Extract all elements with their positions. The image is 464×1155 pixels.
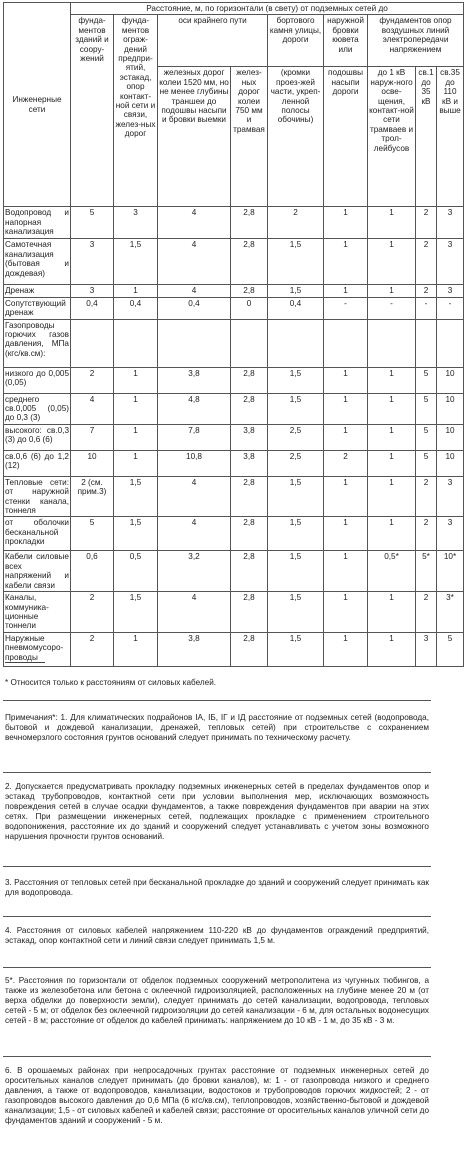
table-cell: 1,5 (114, 517, 158, 551)
table-row (4, 450, 464, 476)
table-cell: - (368, 297, 416, 319)
table-cell: 7 (71, 424, 114, 450)
table-cell: 2,5 (268, 450, 324, 476)
table-cell: 1,5 (268, 393, 324, 424)
row-label: Сопутствующий дренаж (4, 297, 71, 319)
table-cell: 3 (437, 517, 464, 551)
header-col-curb: бортового камня улицы, дороги (268, 15, 324, 67)
table-cell: 5 (416, 450, 437, 476)
header-col-35kv: св.1 до 35 кВ (416, 67, 437, 207)
table-cell: 10* (437, 551, 464, 592)
header-col-rail750: желез-ных дорог колеи 750 мм и трамвая (231, 67, 268, 207)
table-cell: 3 (71, 285, 114, 297)
divider (3, 1056, 431, 1057)
header-top: Расстояние, м, по горизонтали (в свету) от подземных сетей до (71, 3, 464, 15)
table-cell (114, 319, 158, 367)
table-cell: 4 (158, 207, 231, 239)
table-cell: 5 (71, 207, 114, 239)
table-cell: 1,5 (268, 239, 324, 285)
table-cell: 1 (324, 632, 368, 666)
table-cell: 1,5 (268, 367, 324, 393)
table-cell: 3 (437, 476, 464, 517)
table-cell: 5 (416, 367, 437, 393)
table-cell: 5 (437, 632, 464, 666)
table-cell: 3,8 (158, 367, 231, 393)
header-col-curb-sub: (кромки проез-жей части, укреп-ленной полосы обочины) (268, 67, 324, 207)
table-cell (268, 319, 324, 367)
table-cell: 1,5 (114, 476, 158, 517)
table-cell: 2 (416, 476, 437, 517)
table-cell: 1 (368, 592, 416, 633)
table-cell: 3,2 (158, 551, 231, 592)
footnote: * Относится только к расстояниям от силовых кабелей. (5, 678, 217, 687)
table-row (4, 424, 464, 450)
table-cell: 2,8 (231, 517, 268, 551)
row-label: Самотечная канализация (бытовая и дождевая) (4, 239, 71, 285)
table-cell: 4 (158, 239, 231, 285)
table-cell: 4,8 (158, 393, 231, 424)
footnote-rule (5, 662, 45, 663)
table-cell: 2,8 (231, 632, 268, 666)
table-cell: 2 (416, 285, 437, 297)
row-label: Кабели силовые всех напряжений и кабели связи (5, 552, 69, 590)
table-cell: 1 (368, 476, 416, 517)
table-row (4, 517, 464, 551)
header-col-ditch: наружной бровки кювета или (324, 15, 368, 67)
table-cell: 2,8 (231, 551, 268, 592)
table-row (4, 297, 464, 319)
table-cell (368, 319, 416, 367)
row-label: среднего св.0,005 (0,05) до 0,3 (3) (5, 394, 69, 423)
table-cell: 1 (114, 632, 158, 666)
row-label: от оболочки бесканальной прокладки (4, 517, 71, 551)
table-cell (231, 319, 268, 367)
table-cell: 2 (см. прим.3) (71, 476, 114, 517)
table-cell: 0,4 (268, 297, 324, 319)
header-col-fences: фунда-ментов ограж-дений предпри-ятий, эстакад, опор контакт-ной сети и связи, желез-ных дорог (114, 15, 158, 207)
table-row (4, 367, 464, 393)
divider (3, 866, 431, 867)
row-label: высокого: св.0,3 (3) до 0,6 (6) (4, 424, 71, 450)
table-cell: 2 (71, 592, 114, 633)
table-cell: 0,4 (71, 297, 114, 319)
table-cell: 1,5 (268, 592, 324, 633)
header-col-110kv: св.35 до 110 кВ и выше (437, 67, 464, 207)
header-col-rail1520: железных дорог колеи 1520 мм, но не менее глубины траншеи до подошвы насыпи и бровки выемки (158, 67, 231, 207)
table-cell: 3 (437, 207, 464, 239)
table-cell: 1 (324, 367, 368, 393)
table-cell: 1 (114, 450, 158, 476)
table-cell: 1 (324, 239, 368, 285)
table-cell: 1,5 (268, 632, 324, 666)
divider (3, 772, 431, 773)
table-cell: 10 (437, 450, 464, 476)
table-cell: 2 (416, 207, 437, 239)
header-col-ditch-sub: подошвы насыпи дороги (324, 67, 368, 207)
table-cell: 1 (114, 285, 158, 297)
table-cell: 2 (268, 207, 324, 239)
table-cell: 2 (416, 592, 437, 633)
table-cell: 1 (114, 393, 158, 424)
table-cell: 2 (416, 239, 437, 285)
table-row (4, 476, 464, 517)
table-cell: 2 (71, 367, 114, 393)
table-row (4, 393, 464, 424)
table-cell: 2 (324, 450, 368, 476)
table-cell: 1 (324, 551, 368, 592)
table-cell: 2 (416, 517, 437, 551)
divider (3, 967, 431, 968)
note-6: 6. В орошаемых районах при непросадочных грунтах расстояние от подземных инженерных сетей до оросительных каналов следует принимать (до бровки каналов), м: 1 - от газопровода низкого и среднего давления, а также от водопроводов, канализации, водостоков и трубопроводов горючих жидкостей; 2 - от газопроводов высокого давления до 0,6 МПа (6 кгс/кв.см), теплопроводов, хозяйственно-бытовой и дождевой канализации; 1,5 - от силовых кабелей и кабелей связи; расстояние от оросительных каналов уличной сети до фундаментов зданий и сооружений - 5 м. (5, 1066, 429, 1125)
table-cell: - (437, 297, 464, 319)
header-first-col: Инженерные сети (4, 3, 71, 207)
table-cell: 1 (324, 517, 368, 551)
table-cell: 4 (71, 393, 114, 424)
table-cell: 1 (368, 517, 416, 551)
table-cell: 1 (114, 367, 158, 393)
table-cell: 3 (114, 207, 158, 239)
table-cell: 1,5 (268, 517, 324, 551)
note-1: Примечания*: 1. Для климатических подрайонов IА, IБ, IГ и IД расстояние от подземных сетей (водопровода, бытовой и дождевой канализации, дренажей, тепловых сетей) при строительстве с сохранением вечномерзлого состояния грунтов оснований следует принимать по техническому расчету. (5, 713, 429, 742)
table-cell: 1 (368, 393, 416, 424)
table-cell: 4 (158, 592, 231, 633)
table-cell (416, 319, 437, 367)
table-cell: 0,6 (71, 551, 114, 592)
table-cell: 3* (437, 592, 464, 633)
table-cell (158, 319, 231, 367)
table-cell (437, 319, 464, 367)
table-cell: 2,5 (268, 424, 324, 450)
distance-table (3, 2, 464, 667)
table-cell: 1 (324, 424, 368, 450)
table-cell: 1,5 (114, 239, 158, 285)
table-cell: 5 (416, 424, 437, 450)
note-5: 5*. Расстояния по горизонтали от обделок подземных сооружений метрополитена из чугунных тюбингов, а также из железобетона или бетона с оклеечной гидроизоляцией, расположенных на глубине менее 20 м (от верха обделки до поверхности земли), следует принимать до сетей канализации, водопровода, тепловых сетей - 5 м; от обделок без оклеечной гидроизоляции до сетей канализации - 6 м, для остальных водонесущих сетей - 8 м; расстояние от обделок до кабелей принимать: напряжением до 10 кВ - 1 м, до 35 кВ - 3 м. (5, 976, 429, 1025)
table-cell: 1,5 (114, 592, 158, 633)
table-cell: 3 (437, 239, 464, 285)
table-cell: - (324, 297, 368, 319)
table-cell: 2 (71, 632, 114, 666)
table-cell: 5 (71, 517, 114, 551)
table-cell: 1 (368, 285, 416, 297)
table-cell: 1 (368, 367, 416, 393)
note-4: 4. Расстояния от силовых кабелей напряжением 110-220 кВ до фундаментов ограждений предприятий, эстакад, опор контактной сети и линий связи следует принимать 1,5 м. (5, 926, 429, 945)
table-cell: 1 (324, 476, 368, 517)
table-cell: 2,8 (231, 592, 268, 633)
table-cell: 10 (437, 393, 464, 424)
table-cell: 1 (324, 285, 368, 297)
row-label: Тепловые сети: от наружной стенки канала, тоннеля (5, 477, 69, 516)
table-cell: - (416, 297, 437, 319)
table-cell: 3,8 (231, 450, 268, 476)
table-cell: 1,5 (268, 551, 324, 592)
table-cell: 2,8 (231, 207, 268, 239)
row-label: низкого до 0,005 (0,05) (4, 367, 71, 393)
row-label: Газопроводы горючих газов давления, МПа (кгс/кв.см): (4, 319, 71, 367)
table-cell: 1 (368, 632, 416, 666)
note-2: 2. Допускается предусматривать прокладку подземных инженерных сетей в пределах фундаментов опор и эстакад трубопроводов, контактной сети при условии выполнения мер, исключающих возможность повреждения сетей в случае осадки фундаментов, а также повреждения фундаментов при аварии на этих сетях. При размещении инженерных сетей, подлежащих прокладке с применением строительного водопонижения, расстояние их до зданий и сооружений следует устанавливать с учетом зоны возможного нарушения прочности грунтов оснований. (5, 782, 429, 841)
table-cell: 3 (71, 239, 114, 285)
table-cell: 1 (324, 592, 368, 633)
row-label: Водопровод и напорная канализация (4, 207, 71, 239)
divider (3, 916, 431, 917)
table-cell: 3 (416, 632, 437, 666)
note-3: 3. Расстояния от тепловых сетей при бесканальной прокладке до зданий и сооружений следует принимать как для водопровода. (5, 878, 429, 897)
table-cell: 3,8 (231, 424, 268, 450)
table-row (4, 319, 464, 367)
table-row (4, 592, 464, 633)
table-cell: 1 (368, 424, 416, 450)
table-cell: 2,8 (231, 285, 268, 297)
table-cell: 2,8 (231, 367, 268, 393)
table-cell (71, 319, 114, 367)
table-cell: 0 (231, 297, 268, 319)
row-label: св.0,6 (6) до 1,2 (12) (4, 450, 71, 476)
table-cell: 10 (437, 367, 464, 393)
table-cell: 1 (368, 450, 416, 476)
table-row (4, 632, 464, 666)
table-cell: 1 (368, 207, 416, 239)
table-cell: 2,8 (231, 476, 268, 517)
table-cell: 4 (158, 517, 231, 551)
header-col-buildings: фунда-ментов зданий и соору-жений (71, 15, 114, 207)
table-cell: 7,8 (158, 424, 231, 450)
header-group-track: оси крайнего пути (158, 15, 268, 67)
table-cell: 10,8 (158, 450, 231, 476)
table-cell: 5* (416, 551, 437, 592)
table-cell: 0,4 (114, 297, 158, 319)
table-cell: 2,8 (231, 239, 268, 285)
table-row (4, 285, 464, 297)
row-label: Наружные пневмомусоро-проводы (4, 632, 71, 666)
table-cell: 1,5 (268, 476, 324, 517)
row-label: Каналы, коммуника-ционные тоннели (4, 592, 71, 633)
header-col-1kv: до 1 кВ наруж-ного осве-щения, контакт-ной сети трамваев и трол-лейбусов (368, 67, 416, 207)
table-cell: 4 (158, 285, 231, 297)
table-cell: 0,5* (368, 551, 416, 592)
table-cell: 1 (324, 207, 368, 239)
table-cell: 1 (114, 424, 158, 450)
table-row (4, 551, 464, 592)
table-row (4, 207, 464, 239)
table-cell: 3 (437, 285, 464, 297)
table-cell: 1,5 (268, 285, 324, 297)
table-cell: 1 (368, 239, 416, 285)
header-group-power: фундаментов опор воздушных линий электропередачи напряжением (368, 15, 464, 67)
table-cell: 10 (437, 424, 464, 450)
table-cell: 3,8 (158, 632, 231, 666)
table-cell: 10 (71, 450, 114, 476)
table-cell: 2,8 (231, 393, 268, 424)
divider (3, 700, 431, 701)
row-label: Дренаж (4, 285, 71, 297)
table-cell: 1 (324, 393, 368, 424)
table-cell: 0,4 (158, 297, 231, 319)
table-cell: 0,5 (114, 551, 158, 592)
table-cell (324, 319, 368, 367)
table-cell: 5 (416, 393, 437, 424)
table-row (4, 239, 464, 285)
table-cell: 4 (158, 476, 231, 517)
